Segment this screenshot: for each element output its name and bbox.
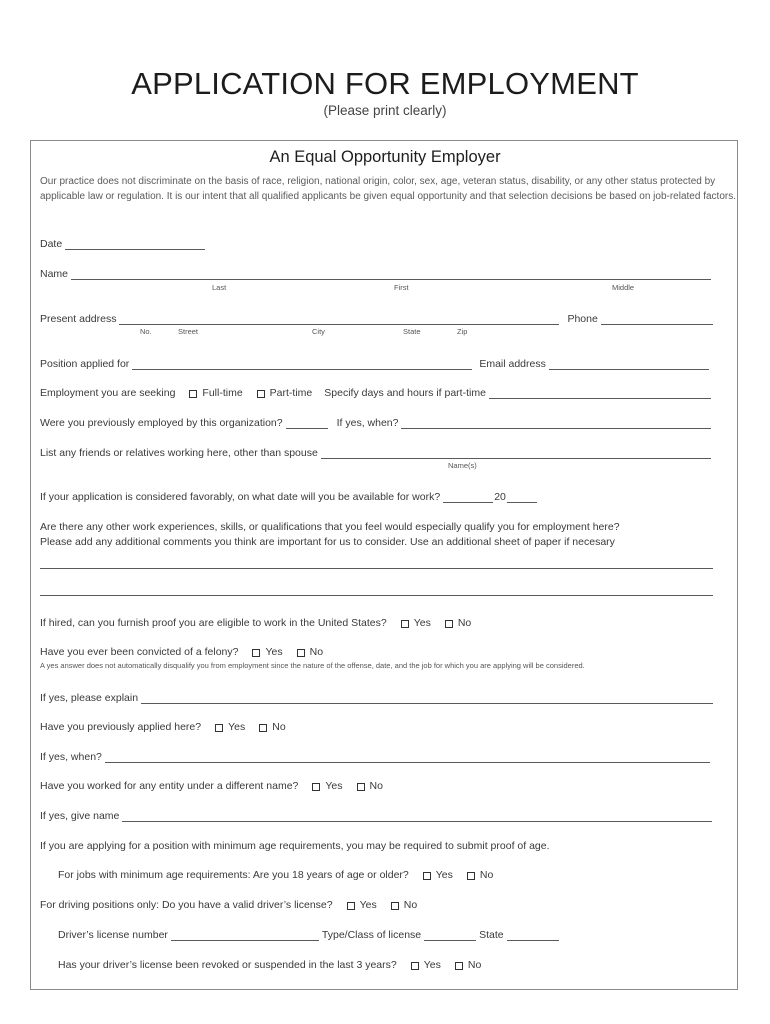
yes-label: Yes <box>359 899 377 911</box>
yes-label: Yes <box>435 869 453 881</box>
disclaimer-line-1: Our practice does not discriminate on the basis of race, religion, national origin, color, sex, age, veteran status, disability, or any other status protected by <box>40 176 716 187</box>
employment-label: Employment you are seeking <box>40 387 176 399</box>
proof-no-checkbox[interactable] <box>445 620 453 628</box>
date-label: Date <box>40 238 63 250</box>
specify-hours-label: Specify days and hours if part-time <box>324 387 486 399</box>
email-label: Email address <box>479 358 546 370</box>
position-field[interactable] <box>132 357 472 370</box>
give-name-row <box>40 804 715 822</box>
driving-row <box>40 893 417 911</box>
explain-label: If yes, please explain <box>40 692 139 704</box>
name-first-caption: First <box>394 283 409 292</box>
position-label: Position applied for <box>40 358 130 370</box>
no-label: No <box>457 617 472 629</box>
prev-employed-label: Were you previously employed by this organization? <box>40 417 283 429</box>
available-label: If your application is considered favorably, on what date will you be available for work? <box>40 491 441 503</box>
no-label: No <box>467 959 482 971</box>
yes-label: Yes <box>265 646 283 658</box>
part-time-label: Part-time <box>269 387 313 399</box>
name-row <box>40 262 714 280</box>
name-field[interactable] <box>71 267 711 280</box>
part-time-checkbox[interactable] <box>257 390 265 398</box>
position-row <box>40 352 712 370</box>
available-year-field[interactable] <box>507 490 537 503</box>
date-row <box>40 232 208 250</box>
different-name-row <box>40 774 383 792</box>
license-number-field[interactable] <box>171 928 319 941</box>
felony-no-checkbox[interactable] <box>297 649 305 657</box>
applied-when-label: If yes, when? <box>40 751 102 763</box>
name-middle-caption: Middle <box>612 283 635 292</box>
revoked-yes-checkbox[interactable] <box>411 962 419 970</box>
license-state-label: State <box>479 929 504 941</box>
revoked-no-checkbox[interactable] <box>455 962 463 970</box>
hours-field[interactable] <box>489 386 711 399</box>
date-field[interactable] <box>65 237 205 250</box>
felony-note: A yes answer does not automatically disqualify you from employment since the nature of the offense, date, and the job for which you are applying will be considered. <box>40 661 585 670</box>
give-name-label: If yes, give name <box>40 810 120 822</box>
age-label: For jobs with minimum age requirements: Are you 18 years of age or older? <box>58 869 409 881</box>
addr-street-caption: Street <box>178 327 199 336</box>
license-number-label: Driver’s license number <box>58 929 168 941</box>
applied-when-field[interactable] <box>105 750 710 763</box>
experience-q1-label: Are there any other work experiences, skills, or qualifications that you feel would especially qualify you for employment here? <box>40 521 620 533</box>
proof-yes-checkbox[interactable] <box>401 620 409 628</box>
friends-field[interactable] <box>321 446 711 459</box>
full-time-checkbox[interactable] <box>189 390 197 398</box>
age-row <box>58 863 493 881</box>
revoked-row <box>58 953 481 971</box>
address-row <box>40 307 716 325</box>
different-name-yes-checkbox[interactable] <box>312 783 320 791</box>
age-no-checkbox[interactable] <box>467 872 475 880</box>
different-name-no-checkbox[interactable] <box>357 783 365 791</box>
give-name-field[interactable] <box>122 809 712 822</box>
friends-label: List any friends or relatives working here, other than spouse <box>40 447 318 459</box>
driving-label: For driving positions only: Do you have a valid driver’s license? <box>40 899 333 911</box>
min-age-row <box>40 834 550 852</box>
available-date-field[interactable] <box>443 490 493 503</box>
addr-city-caption: City <box>312 327 325 336</box>
experience-q2 <box>40 530 615 548</box>
phone-field[interactable] <box>601 312 713 325</box>
yes-label: Yes <box>423 959 441 971</box>
address-field[interactable] <box>119 312 559 325</box>
available-row <box>40 485 540 503</box>
if-yes-when-label: If yes, when? <box>336 417 399 429</box>
name-last-caption: Last <box>212 283 227 292</box>
address-label: Present address <box>40 313 117 325</box>
driving-yes-checkbox[interactable] <box>347 902 355 910</box>
driving-no-checkbox[interactable] <box>391 902 399 910</box>
email-field[interactable] <box>549 357 709 370</box>
experience-line-2[interactable] <box>40 595 713 596</box>
no-label: No <box>369 780 383 792</box>
friends-row <box>40 441 714 459</box>
different-name-label: Have you worked for any entity under a different name? <box>40 780 299 792</box>
applied-when-row <box>40 745 713 763</box>
addr-state-caption: State <box>403 327 421 336</box>
applied-no-checkbox[interactable] <box>259 724 267 732</box>
prev-employed-field[interactable] <box>286 416 328 429</box>
proof-row <box>40 611 471 629</box>
proof-label: If hired, can you furnish proof you are eligible to work in the United States? <box>40 617 387 629</box>
age-yes-checkbox[interactable] <box>423 872 431 880</box>
explain-row <box>40 686 716 704</box>
applied-label: Have you previously applied here? <box>40 721 202 733</box>
addr-no-caption: No. <box>140 327 152 336</box>
applied-row <box>40 715 286 733</box>
yes-label: Yes <box>413 617 431 629</box>
felony-label: Have you ever been convicted of a felony? <box>40 646 239 658</box>
year-prefix: 20 <box>494 491 506 503</box>
form-title: APPLICATION FOR EMPLOYMENT <box>131 66 639 101</box>
phone-label: Phone <box>567 313 598 325</box>
addr-zip-caption: Zip <box>457 327 468 336</box>
no-label: No <box>309 646 324 658</box>
full-time-label: Full-time <box>202 387 243 399</box>
form-subtitle: (Please print clearly) <box>323 103 447 118</box>
prev-employed-row <box>40 411 714 429</box>
no-label: No <box>479 869 494 881</box>
experience-q2-label: Please add any additional comments you think are important for us to consider. Use an additional sheet of paper if necesary <box>40 536 615 548</box>
felony-row <box>40 640 323 658</box>
revoked-label: Has your driver’s license been revoked or suspended in the last 3 years? <box>58 959 397 971</box>
license-type-label: Type/Class of license <box>321 929 422 941</box>
employment-row <box>40 381 714 399</box>
yes-label: Yes <box>228 721 246 733</box>
disclaimer-line-2: applicable law or regulation. It is our intent that all qualified applicants be given equal opportunity and that selection decisions be based on job-related factors. <box>40 191 736 202</box>
no-label: No <box>272 721 286 733</box>
license-type-field[interactable] <box>424 928 476 941</box>
experience-line-1[interactable] <box>40 568 713 569</box>
explain-field[interactable] <box>141 691 713 704</box>
no-label: No <box>403 899 418 911</box>
applied-yes-checkbox[interactable] <box>215 724 223 732</box>
license-state-field[interactable] <box>507 928 559 941</box>
license-details-row <box>58 923 562 941</box>
section-heading: An Equal Opportunity Employer <box>269 148 501 166</box>
felony-yes-checkbox[interactable] <box>252 649 260 657</box>
prev-employed-when-field[interactable] <box>401 416 711 429</box>
names-caption: Name(s) <box>448 461 477 470</box>
yes-label: Yes <box>325 780 343 792</box>
min-age-note: If you are applying for a position with minimum age requirements, you may be required to submit proof of age. <box>40 840 550 852</box>
name-label: Name <box>40 268 69 280</box>
